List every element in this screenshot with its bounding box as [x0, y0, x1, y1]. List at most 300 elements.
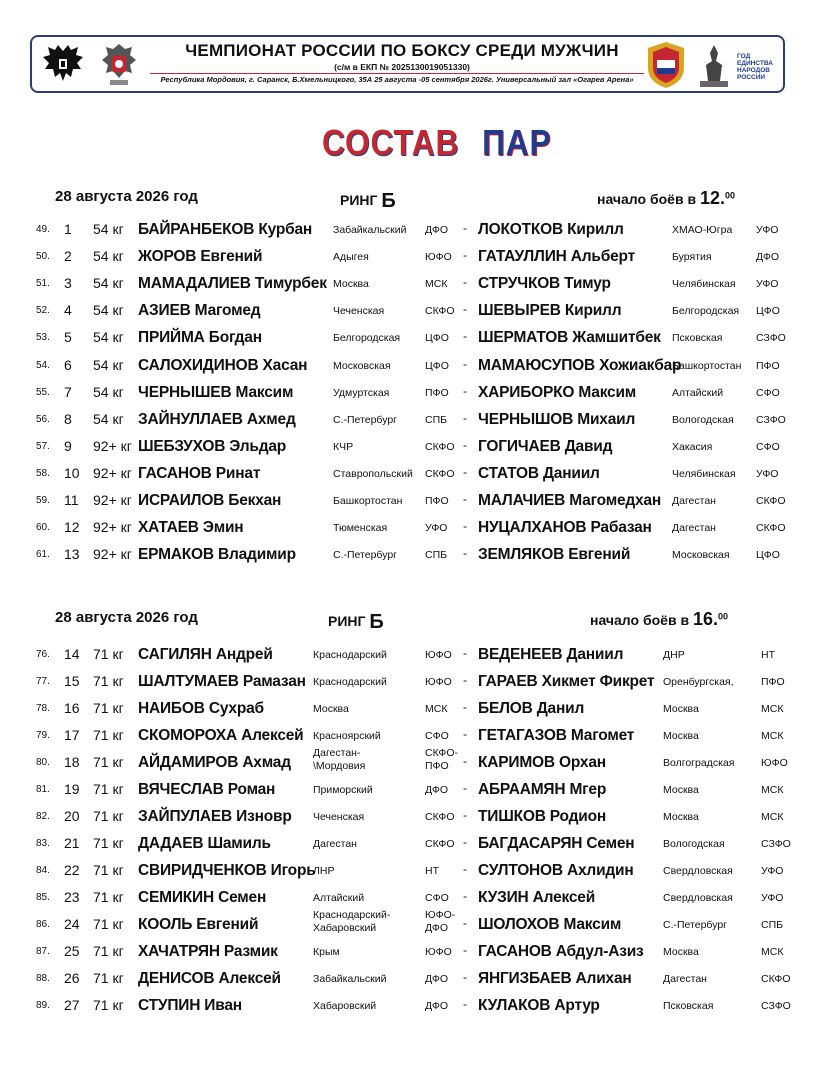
boxer-1-name: ЖОРОВ Евгений [138, 248, 263, 266]
bout-row [0, 459, 813, 486]
boxer-1-federal-district: ЮФО [425, 251, 452, 264]
boxer-1-federal-district: СФО [425, 892, 449, 904]
boxer-2-region: С.-Петербург [663, 919, 727, 931]
boxer-1-name: ХАЧАТРЯН Размик [138, 943, 278, 960]
boxer-1-federal-district: ДФО [425, 784, 449, 796]
weight-class: 71 кг [93, 808, 124, 824]
boxer-2-region: Вологодская [672, 413, 734, 426]
versus-dash: - [463, 916, 467, 930]
boxer-1-region: С.-Петербург [333, 413, 397, 426]
ring-letter: Б [369, 611, 384, 633]
pair-number: 10 [64, 464, 80, 481]
versus-dash: - [463, 889, 467, 903]
boxer-2-name: ЗЕМЛЯКОВ Евгений [478, 546, 631, 564]
bout-row [0, 883, 813, 910]
versus-dash: - [463, 943, 467, 957]
bout-number: 77. [36, 676, 50, 687]
boxer-2-name: МАЛАЧИЕВ Магомедхан [478, 492, 662, 509]
boxer-2-name: ЧЕРНЫШОВ Михаил [478, 410, 636, 428]
boxer-1-region: Московская [333, 359, 391, 372]
boxer-1-region: Красноярский [313, 730, 381, 742]
boxer-1-name: СВИРИДЧЕНКОВ Игорь [138, 862, 316, 879]
championship-title: ЧЕМПИОНАТ РОССИИ ПО БОКСУ СРЕДИ МУЖЧИН [185, 41, 619, 60]
boxer-2-region: Алтайский [672, 386, 724, 399]
boxer-1-region: Краснодарский-Хабаровский [313, 909, 391, 934]
start-minutes: 00 [717, 611, 728, 622]
boxer-1-name: ШЕБЗУХОВ Эльдар [138, 437, 287, 455]
boxer-2-name: КАРИМОВ Орхан [478, 754, 606, 771]
start-label: начало боёв в [597, 191, 697, 207]
bout-row [0, 242, 813, 269]
boxer-1-name: ДАДАЕВ Шамиль [138, 835, 271, 852]
boxer-1-region: Крым [313, 946, 340, 958]
versus-dash: - [463, 646, 467, 660]
bout-row [0, 405, 813, 432]
boxer-1-region: Удмуртская [333, 386, 390, 399]
boxer-2-region: ДНР [663, 649, 685, 661]
section-date: 28 августа 2026 год [55, 188, 198, 205]
boxer-2-federal-district: СКФО [761, 973, 791, 985]
boxer-2-federal-district: МСК [761, 811, 784, 823]
boxer-2-region: Волгоградская [663, 757, 735, 769]
boxer-2-name: ГАСАНОВ Абдул-Азиз [478, 943, 644, 960]
weight-class: 71 кг [93, 997, 124, 1013]
weight-class: 92+ кг [93, 437, 132, 454]
boxer-2-federal-district: УФО [761, 892, 784, 904]
bout-row [0, 991, 813, 1018]
unity-year-badge: ГОД ЕДИНСТВА НАРОДОВ РОССИИ [737, 53, 773, 81]
pair-number: 8 [64, 410, 72, 427]
bout-row [0, 640, 813, 667]
boxer-2-federal-district: СЗФО [761, 838, 791, 850]
boxer-2-federal-district: УФО [761, 865, 784, 877]
boxer-2-name: ГЕТАГАЗОВ Магомет [478, 727, 635, 744]
pair-number: 18 [64, 754, 80, 770]
bout-row [0, 296, 813, 323]
boxer-2-region: Псковская [663, 1000, 714, 1012]
pair-number: 19 [64, 781, 80, 797]
boxer-2-name: КУЛАКОВ Артур [478, 997, 600, 1014]
boxer-1-region: Адыгея [333, 251, 369, 264]
boxer-1-region: Забайкальский [313, 973, 387, 985]
boxer-1-federal-district: МСК [425, 703, 448, 715]
bout-row [0, 721, 813, 748]
boxer-2-federal-district: ПФО [756, 359, 780, 372]
boxer-1-region: Чеченская [333, 305, 385, 318]
versus-dash: - [463, 356, 467, 371]
pair-number: 21 [64, 835, 80, 851]
weight-class: 71 кг [93, 889, 124, 905]
versus-dash: - [463, 329, 467, 344]
boxing-federation-emblem-icon [96, 40, 142, 88]
boxer-1-name: САЛОХИДИНОВ Хасан [138, 356, 308, 374]
boxer-2-name: ГОГИЧАЕВ Давид [478, 437, 613, 455]
versus-dash: - [463, 519, 467, 534]
bout-row [0, 323, 813, 350]
boxer-2-region: Свердловская [663, 865, 733, 877]
bout-number: 50. [36, 251, 50, 263]
boxer-1-name: СКОМОРОХА Алексей [138, 727, 304, 744]
boxer-1-name: ЗАЙНУЛЛАЕВ Ахмед [138, 410, 296, 428]
bout-number: 58. [36, 467, 50, 479]
weight-class: 54 кг [93, 383, 124, 400]
pair-number: 2 [64, 248, 72, 265]
pair-number: 1 [64, 221, 72, 237]
weight-class: 71 кг [93, 781, 124, 797]
section-header [0, 182, 813, 212]
boxer-2-federal-district: СФО [756, 440, 780, 453]
boxer-1-name: ВЯЧЕСЛАВ Роман [138, 781, 276, 798]
boxer-1-federal-district: НТ [425, 865, 439, 877]
versus-dash: - [463, 727, 467, 741]
boxer-1-name: ИСРАИЛОВ Бекхан [138, 492, 282, 509]
boxer-1-federal-district: ЮФО [425, 676, 452, 688]
boxer-2-region: Дагестан [672, 522, 716, 535]
ring-word: РИНГ [340, 192, 378, 208]
weight-class: 71 кг [93, 754, 124, 770]
boxer-1-name: СТУПИН Иван [138, 997, 242, 1014]
boxer-1-region: Забайкальский [333, 224, 407, 236]
boxer-2-region: Вологодская [663, 838, 725, 850]
versus-dash: - [463, 970, 467, 984]
boxer-2-federal-district: ЦФО [756, 549, 780, 562]
boxer-2-federal-district: СФО [756, 386, 780, 399]
weight-class: 71 кг [93, 943, 124, 959]
boxer-1-name: ХАТАЕВ Эмин [138, 519, 244, 537]
versus-dash: - [463, 754, 467, 768]
versus-dash: - [463, 781, 467, 795]
ring-letter: Б [381, 190, 396, 212]
boxer-2-name: БЕЛОВ Данил [478, 700, 585, 717]
bout-row [0, 910, 813, 937]
boxer-1-federal-district: СКФО [425, 811, 455, 823]
bout-number: 56. [36, 413, 50, 425]
versus-dash: - [463, 464, 467, 479]
bout-number: 83. [36, 838, 50, 849]
weight-class: 54 кг [93, 275, 124, 292]
bout-row [0, 802, 813, 829]
versus-dash: - [463, 546, 467, 561]
boxer-2-region: Псковская [672, 332, 723, 345]
boxer-2-federal-district: УФО [756, 224, 779, 236]
weight-class: 54 кг [93, 329, 124, 346]
pair-number: 22 [64, 862, 80, 878]
boxer-2-name: СТАТОВ Даниил [478, 464, 600, 482]
boxer-1-region: Дагестан [313, 838, 357, 850]
pair-number: 23 [64, 889, 80, 905]
boxer-1-name: НАИБОВ Сухраб [138, 700, 264, 717]
boxer-2-region: Челябинская [672, 467, 736, 480]
weight-class: 92+ кг [93, 464, 132, 481]
boxer-1-federal-district: ДФО [425, 224, 449, 236]
boxer-2-federal-district: УФО [756, 467, 779, 480]
bout-row [0, 748, 813, 775]
boxer-2-region: Москва [663, 784, 699, 796]
boxer-1-federal-district: МСК [425, 278, 448, 291]
boxer-2-federal-district: ЮФО [761, 757, 788, 769]
boxer-2-federal-district: ПФО [761, 676, 785, 688]
bout-number: 88. [36, 973, 50, 984]
pair-number: 13 [64, 546, 80, 563]
boxer-2-federal-district: МСК [761, 730, 784, 742]
weight-class: 92+ кг [93, 546, 132, 563]
boxer-1-federal-district: ЦФО [425, 332, 449, 345]
boxer-1-region: Москва [333, 278, 369, 291]
versus-dash: - [463, 835, 467, 849]
boxer-1-federal-district: УФО [425, 522, 448, 535]
weight-class: 71 кг [93, 970, 124, 986]
boxer-2-name: ГАРАЕВ Хикмет Фикрет [478, 673, 655, 690]
weight-class: 54 кг [93, 221, 124, 237]
weight-class: 54 кг [93, 302, 124, 319]
boxer-2-name: СУЛТОНОВ Ахлидин [478, 862, 634, 879]
versus-dash: - [463, 302, 467, 317]
boxer-2-name: ЯНГИЗБАЕВ Алихан [478, 970, 632, 987]
boxer-2-federal-district: ДФО [756, 251, 780, 264]
boxer-2-region: Башкортостан [672, 359, 742, 372]
bout-number: 61. [36, 549, 50, 561]
start-label: начало боёв в [590, 612, 690, 628]
bout-number: 78. [36, 703, 50, 714]
boxer-1-region: Дагестан-\Мордовия [313, 747, 366, 772]
bout-row [0, 540, 813, 567]
boxer-2-region: Свердловская [663, 892, 733, 904]
bout-number: 87. [36, 946, 50, 957]
start-minutes: 00 [724, 190, 735, 201]
boxer-1-region: Тюменская [333, 522, 388, 535]
bout-row [0, 694, 813, 721]
boxer-2-name: ШЕРМАТОВ Жамшитбек [478, 329, 661, 347]
weight-class: 71 кг [93, 673, 124, 689]
weight-class: 92+ кг [93, 519, 132, 536]
double-headed-eagle-icon [40, 41, 86, 87]
boxer-1-region: Алтайский [313, 892, 365, 904]
boxer-1-name: ЕРМАКОВ Владимир [138, 546, 296, 564]
boxer-2-name: ЛОКОТКОВ Кирилл [478, 221, 624, 238]
boxer-1-federal-district: СКФО [425, 440, 455, 453]
boxer-1-federal-district: ДФО [425, 1000, 449, 1012]
boxer-2-name: СТРУЧКОВ Тимур [478, 275, 611, 293]
boxer-1-federal-district: СПБ [425, 549, 448, 562]
weight-class: 71 кг [93, 646, 124, 662]
boxer-1-region: Ставропольский [333, 467, 413, 480]
start-time [590, 609, 728, 630]
boxer-1-name: БАЙРАНБЕКОВ Курбан [138, 221, 313, 238]
boxer-1-federal-district: СКФО-ПФО [425, 747, 458, 772]
boxer-2-region: Бурятия [672, 251, 712, 264]
boxer-1-federal-district: ДФО [425, 973, 449, 985]
bout-row [0, 269, 813, 296]
pair-number: 16 [64, 700, 80, 716]
boxer-2-region: Москва [663, 703, 699, 715]
bout-number: 54. [36, 359, 50, 371]
page-title-word-2: ПАР [482, 122, 552, 163]
boxer-1-name: ГАСАНОВ Ринат [138, 464, 261, 482]
boxer-1-region: Москва [313, 703, 349, 715]
boxer-2-name: ТИШКОВ Родион [478, 808, 607, 825]
bout-number: 85. [36, 892, 50, 903]
weight-class: 71 кг [93, 916, 124, 932]
bout-number: 84. [36, 865, 50, 876]
boxer-2-region: Белгородская [672, 305, 740, 318]
weight-class: 92+ кг [93, 492, 132, 508]
boxer-1-region: Краснодарский [313, 676, 387, 688]
boxer-2-name: ШОЛОХОВ Максим [478, 916, 622, 933]
pair-number: 11 [64, 492, 79, 508]
bout-number: 52. [36, 305, 50, 317]
boxer-2-name: ХАРИБОРКО Максим [478, 383, 637, 401]
bout-row [0, 486, 813, 513]
header-banner [30, 35, 785, 93]
bout-number: 81. [36, 784, 50, 795]
section-date: 28 августа 2026 год [55, 609, 198, 626]
boxer-2-name: МАМАЮСУПОВ Хожиакбар [478, 356, 682, 374]
boxer-1-federal-district: ЦФО [425, 359, 449, 372]
bout-number: 55. [36, 386, 50, 398]
boxer-2-federal-district: СЗФО [761, 1000, 791, 1012]
boxer-2-name: ГАТАУЛЛИН Альберт [478, 248, 635, 266]
boxer-1-name: ШАЛТУМАЕВ Рамазан [138, 673, 306, 690]
section-header [0, 603, 813, 633]
versus-dash: - [463, 492, 467, 506]
versus-dash: - [463, 275, 467, 290]
monument-icon [694, 41, 734, 89]
boxer-2-region: Московская [672, 549, 730, 562]
boxer-1-name: КООЛЬ Евгений [138, 916, 259, 933]
versus-dash: - [463, 221, 467, 235]
boxer-1-region: Хабаровский [313, 1000, 377, 1012]
bout-number: 57. [36, 440, 50, 452]
boxer-1-federal-district: ПФО [425, 386, 449, 399]
pair-number: 26 [64, 970, 80, 986]
pair-number: 25 [64, 943, 80, 959]
weight-class: 71 кг [93, 727, 124, 743]
boxer-2-federal-district: СЗФО [756, 413, 786, 426]
page-title-word-1: СОСТАВ [322, 122, 460, 163]
boxer-2-federal-district: НТ [761, 649, 775, 661]
boxer-2-name: БАГДАСАРЯН Семен [478, 835, 635, 852]
boxer-2-region: Дагестан [672, 495, 716, 507]
bout-row [0, 856, 813, 883]
bout-number: 79. [36, 730, 50, 741]
boxer-1-federal-district: СКФО [425, 467, 455, 480]
pair-number: 14 [64, 646, 80, 662]
boxer-1-federal-district: СФО [425, 730, 449, 742]
pair-number: 7 [64, 383, 72, 400]
boxer-1-region: Краснодарский [313, 649, 387, 661]
boxer-1-name: СЕМИКИН Семен [138, 889, 267, 906]
bout-row [0, 667, 813, 694]
boxer-2-federal-district: МСК [761, 946, 784, 958]
boxer-2-name: ШЕВЫРЕВ Кирилл [478, 302, 622, 320]
bout-number: 80. [36, 757, 50, 768]
boxer-1-name: ДЕНИСОВ Алексей [138, 970, 281, 987]
pair-number: 20 [64, 808, 80, 824]
boxer-2-federal-district: СКФО [756, 495, 786, 507]
weight-class: 71 кг [93, 700, 124, 716]
bout-number: 76. [36, 649, 50, 660]
boxer-1-name: САГИЛЯН Андрей [138, 646, 273, 663]
bout-row [0, 351, 813, 378]
header-divider [150, 73, 644, 74]
bout-number: 49. [36, 224, 50, 235]
weight-class: 54 кг [93, 356, 124, 373]
versus-dash: - [463, 673, 467, 687]
boxer-2-federal-district: УФО [756, 278, 779, 291]
bout-row [0, 432, 813, 459]
pair-number: 5 [64, 329, 72, 346]
boxer-2-region: ХМАО-Югра [672, 224, 733, 236]
bout-number: 53. [36, 332, 50, 344]
versus-dash: - [463, 808, 467, 822]
boxer-1-name: МАМАДАЛИЕВ Тимурбек [138, 275, 327, 293]
bout-number: 60. [36, 522, 50, 534]
pair-number: 6 [64, 356, 72, 373]
boxer-2-federal-district: СЗФО [756, 332, 786, 345]
boxer-1-federal-district: СКФО [425, 838, 455, 850]
ring-label [340, 188, 396, 211]
boxer-1-federal-district: ЮФО-ДФО [425, 909, 456, 934]
boxer-1-region: ЛНР [313, 865, 335, 877]
boxer-2-name: АБРААМЯН Мгер [478, 781, 607, 798]
boxer-2-region: Москва [663, 811, 699, 823]
bout-number: 59. [36, 495, 50, 506]
boxer-2-region: Дагестан [663, 973, 707, 985]
boxer-2-name: НУЦАЛХАНОВ Рабазан [478, 519, 652, 537]
bout-number: 89. [36, 1000, 50, 1011]
boxer-2-region: Челябинская [672, 278, 736, 291]
mordovia-emblem-icon [644, 40, 688, 90]
boxer-2-name: ВЕДЕНЕЕВ Даниил [478, 646, 624, 663]
pair-number: 17 [64, 727, 80, 743]
start-hour: 12. [699, 188, 725, 208]
boxer-1-region: Башкортостан [333, 495, 403, 507]
versus-dash: - [463, 248, 467, 263]
versus-dash: - [463, 997, 467, 1011]
weight-class: 54 кг [93, 410, 124, 427]
boxer-2-federal-district: ЦФО [756, 305, 780, 318]
boxer-1-federal-district: ЮФО [425, 649, 452, 661]
versus-dash: - [463, 383, 467, 398]
boxer-1-region: Белгородская [333, 332, 401, 345]
boxer-1-name: ЧЕРНЫШЕВ Максим [138, 383, 294, 401]
start-time [597, 188, 735, 209]
weight-class: 71 кг [93, 862, 124, 878]
boxer-2-federal-district: МСК [761, 703, 784, 715]
start-hour: 16. [692, 609, 718, 629]
boxer-2-federal-district: СКФО [756, 522, 786, 535]
pair-number: 27 [64, 997, 80, 1013]
boxer-1-name: ПРИЙМА Богдан [138, 329, 262, 347]
pair-number: 15 [64, 673, 80, 689]
ring-label [328, 609, 384, 632]
bout-row [0, 775, 813, 802]
boxer-1-federal-district: ЮФО [425, 946, 452, 958]
bout-row [0, 215, 813, 242]
boxer-1-federal-district: ПФО [425, 495, 449, 507]
venue-address: Республика Мордовия, г. Саранск, Б.Хмельницкого, 35А 25 августа -05 сентября 2026г. Универсальный зал «Огарев Арена» [160, 75, 634, 84]
bout-number: 51. [36, 278, 50, 290]
versus-dash: - [463, 410, 467, 425]
bout-row [0, 513, 813, 540]
boxer-2-federal-district: СПБ [761, 919, 784, 931]
bout-row [0, 829, 813, 856]
boxer-2-region: Москва [663, 946, 699, 958]
ring-word: РИНГ [328, 613, 366, 629]
bout-row [0, 964, 813, 991]
boxer-1-region: С.-Петербург [333, 549, 397, 562]
bout-row [0, 378, 813, 405]
